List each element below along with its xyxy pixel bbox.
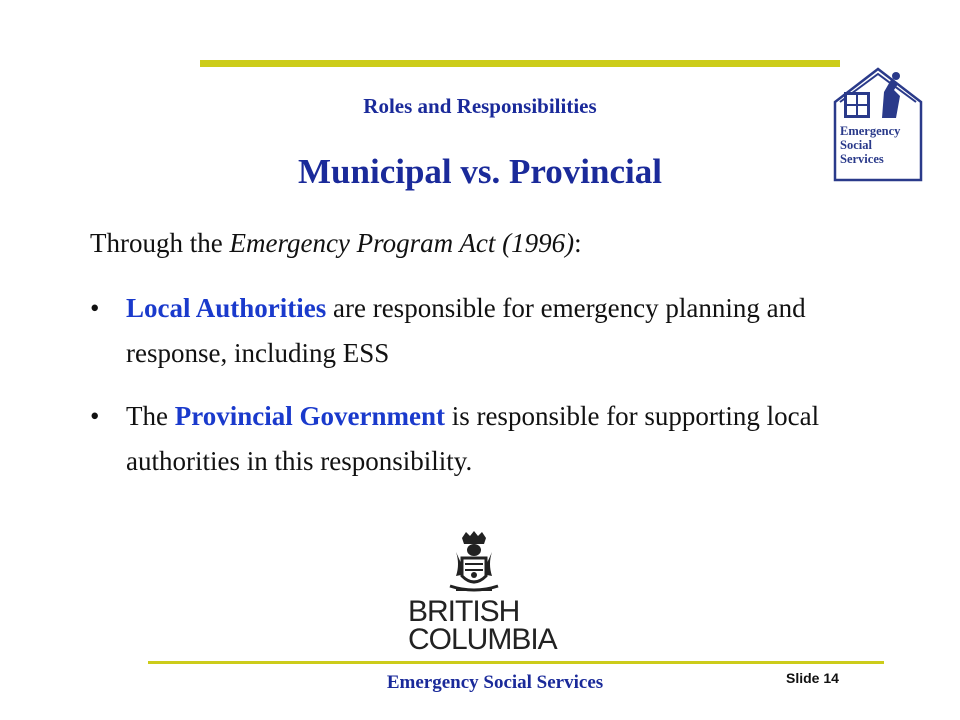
- bc-logo-line2: COLUMBIA: [408, 623, 557, 656]
- slide-number: Slide 14: [786, 670, 839, 686]
- act-name: Emergency Program Act (1996): [229, 228, 575, 258]
- bottom-divider: [148, 661, 884, 664]
- bullet-dot: •: [90, 401, 100, 431]
- footer-label: Emergency Social Services: [386, 672, 604, 693]
- bc-logo-line1: BRITISH: [408, 595, 520, 628]
- bullet-dot: •: [90, 293, 100, 323]
- top-divider: [200, 60, 840, 67]
- ess-logo-line2: Social: [840, 138, 872, 152]
- bullet-text: are responsible for emergency planning and response, including ESS: [126, 293, 806, 368]
- intro-text: [90, 228, 582, 259]
- bullet-text: is responsible for supporting local authorities in this responsibility.: [126, 401, 820, 476]
- intro-prefix: Through the: [90, 228, 230, 258]
- intro-suffix: :: [574, 228, 582, 258]
- slide-title: Municipal vs. Provincial: [298, 152, 662, 191]
- ess-logo: [832, 66, 924, 184]
- slide-subtitle: Roles and Responsibilities: [363, 94, 597, 118]
- coat-of-arms-icon: [400, 530, 550, 600]
- bullet-prefix: The: [126, 401, 175, 431]
- highlight-local-authorities: Local Authorities: [126, 293, 327, 323]
- ess-logo-line1: Emergency: [840, 124, 901, 138]
- highlight-provincial-government: Provincial Government: [174, 401, 445, 431]
- ess-logo-line3: Services: [840, 152, 884, 166]
